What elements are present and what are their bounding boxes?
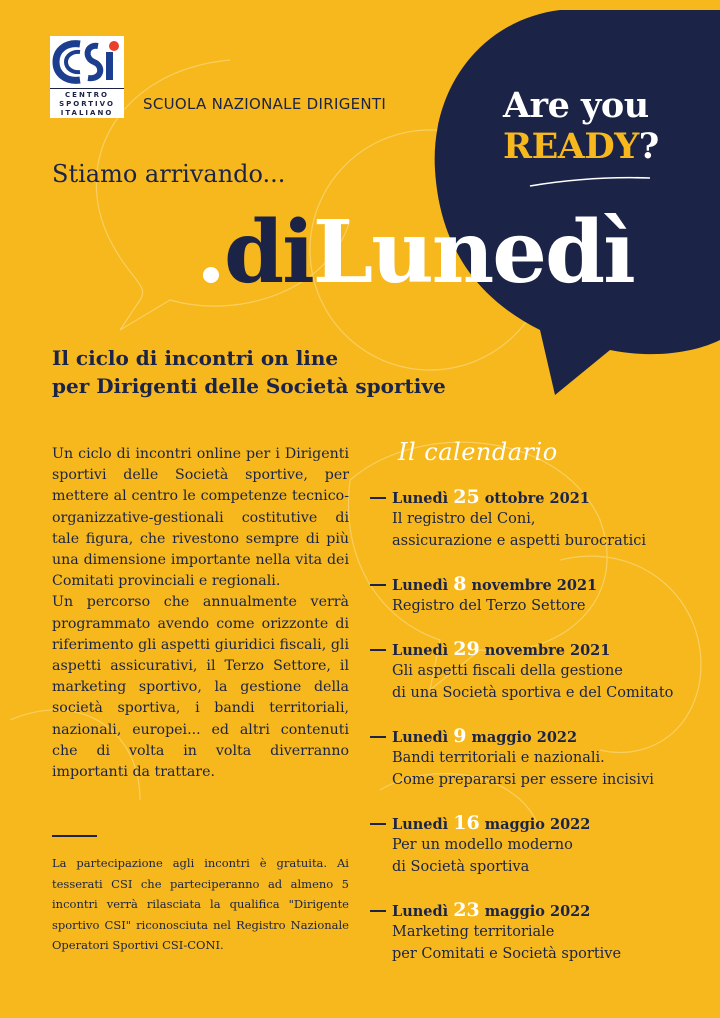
event-month: novembre 2021	[471, 577, 598, 594]
csi-logo	[50, 36, 124, 118]
event-desc-line: Gli aspetti fiscali della gestione	[392, 663, 623, 679]
ready-word: READY	[503, 126, 639, 167]
event-date	[392, 899, 590, 921]
event-desc-line: per Comitati e Società sportive	[392, 946, 622, 962]
ready-question-mark: ?	[638, 126, 659, 167]
event-desc-line: Marketing territoriale	[392, 924, 555, 940]
event-month: maggio 2022	[471, 729, 578, 746]
logo-line-1: CENTRO	[65, 91, 109, 99]
event-desc-line: di Società sportiva	[392, 859, 530, 875]
event-desc-line: Per un modello moderno	[392, 837, 573, 853]
event-date	[392, 486, 590, 508]
event-description	[392, 921, 712, 965]
event-month: maggio 2022	[484, 816, 591, 833]
event-date	[392, 725, 577, 747]
event-day-number: 29	[453, 638, 480, 660]
event-desc-line: Registro del Terzo Settore	[392, 598, 586, 614]
event-dash	[370, 584, 386, 586]
event-dash	[370, 910, 386, 912]
headline-di: di	[223, 202, 313, 303]
event-dash	[370, 823, 386, 825]
calendar-title: Il calendario	[398, 438, 558, 466]
event-description	[392, 508, 712, 552]
event-desc-line: di una Società sportiva e del Comitato	[392, 685, 674, 701]
event-desc-line: Bandi territoriali e nazionali.	[392, 750, 605, 766]
event-desc-line: Il registro del Coni,	[392, 511, 536, 527]
logo-line-3: ITALIANO	[60, 109, 114, 117]
divider	[52, 835, 97, 837]
event-description	[392, 595, 712, 617]
event-day: Lunedì	[392, 490, 449, 507]
subtitle	[52, 344, 446, 400]
headline-lunedi: Lunedì	[312, 202, 634, 303]
event-desc-line: assicurazione e aspetti burocratici	[392, 533, 646, 549]
subtitle-line-1: Il ciclo di incontri on line	[52, 346, 339, 370]
event-description	[392, 660, 712, 704]
participation-note: La partecipazione agli incontri è gratuita. Ai tesserati CSI che parteciperanno ad almeno 5 incontri verrà rilasciata la qualifica "Dirigente sportivo CSI" riconosciuta nel Registro Nazionale Operatori Sportivi CSI-CONI.	[52, 856, 349, 952]
event-date	[392, 573, 597, 595]
ready-line-1: Are you	[503, 85, 649, 126]
event-desc-line: Come prepararsi per essere incisivi	[392, 772, 654, 788]
event-month: maggio 2022	[484, 903, 591, 920]
org-name: SCUOLA NAZIONALE DIRIGENTI	[143, 95, 387, 113]
event-day: Lunedì	[392, 903, 449, 920]
event-day: Lunedì	[392, 816, 449, 833]
subtitle-line-2: per Dirigenti delle Società sportive	[52, 374, 446, 398]
event-day: Lunedì	[392, 577, 449, 594]
event-day-number: 23	[453, 899, 480, 921]
intro-text	[52, 444, 349, 783]
event-day: Lunedì	[392, 642, 449, 659]
event-day-number: 16	[453, 812, 480, 834]
headline-title	[196, 202, 634, 303]
intro-paragraph-2: Un percorso che annualmente verrà programmato avendo come orizzonte di riferimento gli aspetti giuridici fiscali, gli aspetti assicurativi, il Terzo Settore, il marketing sportivo, la gestione della società sportiva, i bandi territoriali, nazionali, europei... ed altri contenuti che di volta in volta diverranno importanti da trattare.	[52, 594, 349, 781]
arriving-text: Stiamo arrivando...	[52, 160, 286, 188]
logo-wordmark	[50, 88, 124, 118]
event-dash	[370, 736, 386, 738]
event-date	[392, 812, 590, 834]
event-month: ottobre 2021	[484, 490, 590, 507]
ready-line-2	[503, 126, 659, 167]
event-day-number: 25	[453, 486, 480, 508]
logo-mark	[50, 36, 124, 88]
intro-paragraph-1: Un ciclo di incontri online per i Dirigenti sportivi delle Società sportive, per mettere al centro le competenze tecnico-organizzative-gestionali costitutive di tale figura, che rivestono sempre di più una dimensione importante nella vita dei Comitati provinciali e regionali.	[52, 446, 349, 590]
event-day-number: 9	[453, 725, 467, 747]
event-date	[392, 638, 610, 660]
event-day-number: 8	[453, 573, 467, 595]
event-description	[392, 834, 712, 878]
event-day: Lunedì	[392, 729, 449, 746]
event-dash	[370, 649, 386, 651]
headline-dot: .	[196, 202, 224, 303]
event-month: novembre 2021	[484, 642, 611, 659]
event-dash	[370, 497, 386, 499]
logo-line-2: SPORTIVO	[59, 100, 115, 108]
event-description	[392, 747, 712, 791]
